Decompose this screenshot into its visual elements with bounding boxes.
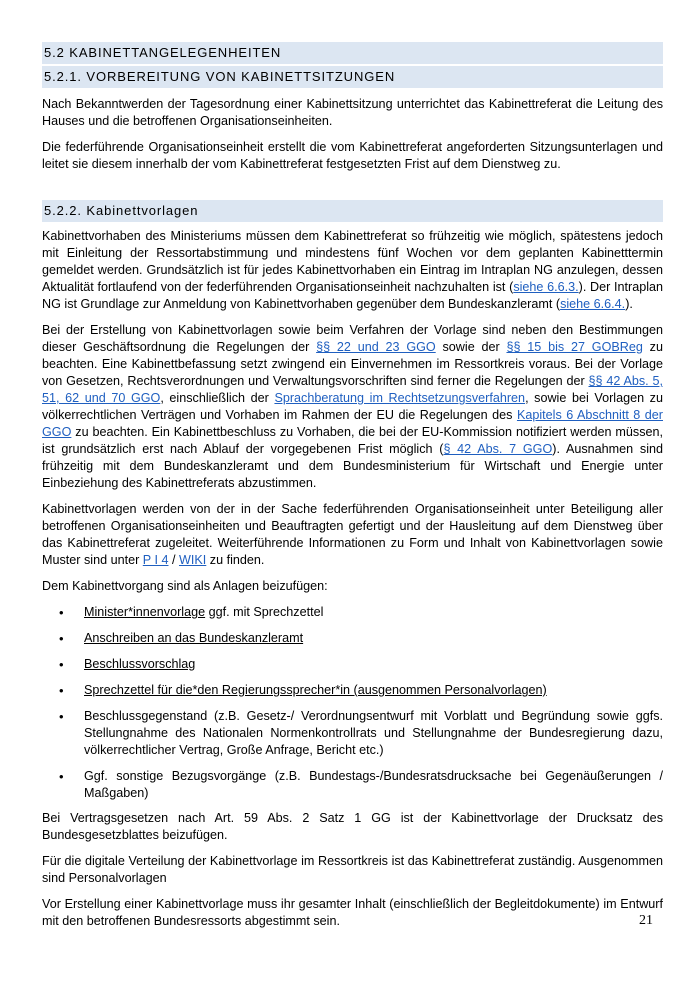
heading-5-2-2: 5.2.2. Kabinettvorlagen <box>42 200 663 222</box>
link-p-i-4[interactable]: P I 4 <box>142 553 169 567</box>
list-item: • Ggf. sonstige Bezugsvorgänge (z.B. Bundestags-/Bundesratsdrucksache bei Gegenäußerungen / Maßgaben) <box>42 768 663 802</box>
list-item: • Sprechzettel für die*den Regierungssprecher*in (ausgenommen Personalvorlagen) <box>42 682 663 699</box>
paragraph-cabinet-projects: Kabinettvorhaben des Ministeriums müssen dem Kabinettreferat so frühzeitig wie möglich, spätestens jedoch mit Einleitung der Ressortabstimmung und mindestens fünf Wochen vor dem geplanten Kabinetttermin gemeldet werden. Grundsätzlich ist für jedes Kabinettvorhaben ein Eintrag im Intraplan NG anzulegen, dessen Aktualität fortlaufend von der federführenden Organisationseinheit nachzuhalten ist (siehe 6.6.3.). Der Intraplan NG ist Grundlage zur Anmeldung von Kabinettvorhaben gegenüber dem Bundeskanzleramt (siehe 6.6.4.). <box>42 229 664 311</box>
paragraph-session-documents: Die federführende Organisationseinheit erstellt die vom Kabinettreferat angeforderten Sitzungsunterlagen und leitet sie diesem innerhalb der vom Kabinettreferat festgesetzten Frist auf dem Dienstweg zu. <box>42 140 663 171</box>
attachments-list <box>42 604 663 802</box>
list-item: • Beschlussgegenstand (z.B. Gesetz-/ Verordnungsentwurf mit Vorblatt und Begründung sowie ggfs. Stellungnahme des Nationalen Normenkontrollrats und Stellungnahme der Bundesregierung dazu, völkerrechtlicher Vertrag, Große Anfrage, Bericht etc.) <box>42 708 663 759</box>
link-ggo-42-abs-7[interactable]: § 42 Abs. 7 GGO <box>443 442 553 456</box>
paragraph-coordination: Vor Erstellung einer Kabinettvorlage muss ihr gesamter Inhalt (einschließlich der Begleitdokumente) im Entwurf mit den betroffenen Bundesressorts abgestimmt sein. <box>42 897 663 928</box>
heading-5-2-1: 5.2.1. VORBEREITUNG VON KABINETTSITZUNGEN <box>42 66 663 88</box>
link-sprachberatung[interactable]: Sprachberatung im Rechtsetzungsverfahren <box>274 391 526 405</box>
link-gobreg-15-27[interactable]: §§ 15 bis 27 GOBReg <box>506 340 643 354</box>
link-siehe-6-6-3[interactable]: siehe 6.6.3. <box>513 280 579 294</box>
link-wiki[interactable]: WIKI <box>178 553 207 567</box>
paragraph-regulations: Bei der Erstellung von Kabinettvorlagen sowie beim Verfahren der Vorlage sind neben den Bestimmungen dieser Geschäftsordnung die Regelungen der §§ 22 und 23 GGO sowie der §§ 15 bis 27 GOBReg zu beachten. Eine Kabinettbefassung setzt zwingend ein Einvernehmen im Ressortkreis voraus. Bei der Vorlage von Gesetzen, Rechtsverordnungen und Verwaltungsvorschriften sind ferner die Regelungen der §§ 42 Abs. 5, 51, 62 und 70 GGO, einschließlich der Sprachberatung im Rechtsetzungsverfahren, sowie bei Vorlagen zu völkerrechtlichen Verträgen und Vorhaben im Rahmen der EU die Regelungen des Kapitels 6 Abschnitt 8 der GGO zu beachten. Ein Kabinettbeschluss zu Vorhaben, die bei der EU-Kommission notifiziert werden müssen, ist grundsätzlich erst nach Ablauf der vorgegebenen Frist möglich (§ 42 Abs. 7 GGO). Ausnahmen sind frühzeitig mit dem Bundeskanzleramt und dem Bundesministerium für Wirtschaft und Energie unter Einbeziehung des Kabinettreferats abzustimmen. <box>42 323 664 490</box>
list-item: • Anschreiben an das Bundeskanzleramt <box>42 630 663 647</box>
page-number: 21 <box>639 913 653 928</box>
list-item: • Minister*innenvorlage ggf. mit Sprechzettel <box>42 604 663 621</box>
paragraph-agenda-info: Nach Bekanntwerden der Tagesordnung einer Kabinettsitzung unterrichtet das Kabinettreferat die Leitung des Hauses und die betroffenen Organisationseinheiten. <box>42 97 663 128</box>
link-ggo-42-51-62-70[interactable]: §§ 42 Abs. 5, 51, 62 und 70 GGO <box>42 374 663 405</box>
heading-5-2: 5.2 KABINETTANGELEGENHEITEN <box>42 42 663 64</box>
link-ggo-22-23[interactable]: §§ 22 und 23 GGO <box>316 340 436 354</box>
paragraph-digital-distribution: Für die digitale Verteilung der Kabinettvorlage im Ressortkreis ist das Kabinettreferat zuständig. Ausgenommen sind Personalvorlagen <box>42 854 663 885</box>
document-page <box>42 42 663 930</box>
paragraph-attachments-intro: Dem Kabinettvorgang sind als Anlagen beizufügen: <box>42 579 328 593</box>
link-kapitel-6-abschnitt-8[interactable]: Kapitels 6 Abschnitt 8 der GGO <box>42 408 663 439</box>
list-item: • Beschlussvorschlag <box>42 656 663 673</box>
paragraph-treaty-laws: Bei Vertragsgesetzen nach Art. 59 Abs. 2 Satz 1 GG ist der Kabinettvorlage der Drucksatz des Bundesgesetzblattes beizufügen. <box>42 811 663 842</box>
link-siehe-6-6-4[interactable]: siehe 6.6.4. <box>560 297 626 311</box>
paragraph-preparation: Kabinettvorlagen werden von der in der Sache federführenden Organisationseinheit unter Beteiligung aller betroffenen Organisationseinheiten und Beauftragten gefertigt und der Hausleitung auf dem Dienstweg über das Kabinettreferat zugeleitet. Weiterführende Informationen zu Form und Inhalt von Kabinettvorlagen sowie Muster sind unter P I 4 / WIKI zu finden. <box>42 502 663 567</box>
